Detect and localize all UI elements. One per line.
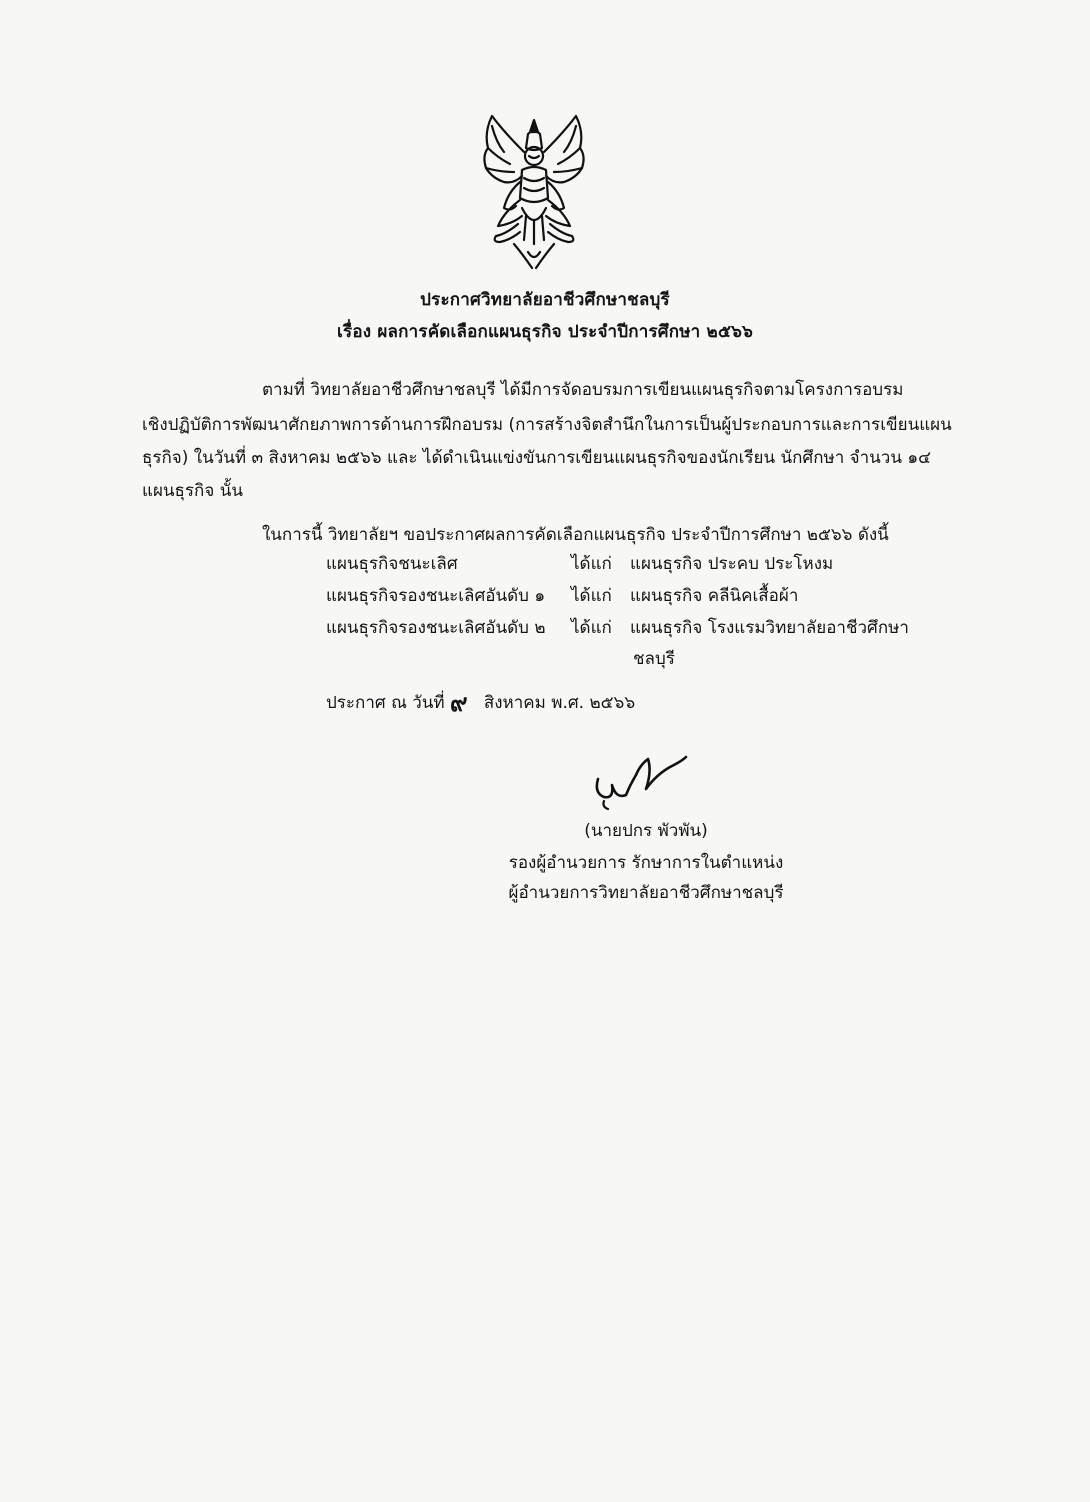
result-plan-continued: ชลบุรี (633, 649, 675, 669)
announce-suffix: สิงหาคม พ.ศ. ๒๕๖๖ (483, 693, 636, 713)
garuda-emblem-icon (474, 112, 594, 272)
body-line-1: ตามที่ วิทยาลัยอาชีวศึกษาชลบุรี ได้มีการจัดอบรมการเขียนแผนธุรกิจตามโครงการอบรม (262, 380, 904, 400)
result-rank: แผนธุรกิจรองชนะเลิศอันดับ ๑ (326, 586, 546, 606)
body-line-4: แผนธุรกิจ นั้น (142, 481, 243, 501)
body-line-5: ในการนี้ วิทยาลัยฯ ขอประกาศผลการคัดเลือกแผนธุรกิจ ประจำปีการศึกษา ๒๕๖๖ ดังนี้ (262, 525, 889, 545)
result-plan: แผนธุรกิจ ประคบ ประโหงม (630, 554, 834, 574)
announcement-subject: เรื่อง ผลการคัดเลือกแผนธุรกิจ ประจำปีการศึกษา ๒๕๖๖ (336, 322, 753, 342)
announce-date (326, 688, 636, 717)
result-plan: แผนธุรกิจ คลีนิคเสื้อผ้า (630, 586, 799, 606)
handwritten-signature (590, 745, 690, 815)
result-rank: แผนธุรกิจรองชนะเลิศอันดับ ๒ (326, 618, 546, 638)
body-line-2: เชิงปฏิบัติการพัฒนาศักยภาพการด้านการฝึกอบรม (การสร้างจิตสำนึกในการเป็นผู้ประกอบการและการเขียนแผน (142, 415, 952, 435)
result-given: ได้แก่ (571, 586, 612, 606)
signatory-position-1: รองผู้อำนวยการ รักษาการในตำแหน่ง (508, 853, 784, 873)
signatory-position-2: ผู้อำนวยการวิทยาลัยอาชีวศึกษาชลบุรี (508, 883, 784, 903)
result-given: ได้แก่ (571, 618, 612, 638)
result-rank: แผนธุรกิจชนะเลิศ (326, 554, 458, 574)
announcement-title: ประกาศวิทยาลัยอาชีวศึกษาชลบุรี (420, 290, 670, 310)
signatory-name: (นายปกร พัวพัน) (584, 821, 708, 841)
result-plan: แผนธุรกิจ โรงแรมวิทยาลัยอาชีวศึกษา (630, 618, 909, 638)
body-line-3: ธุรกิจ) ในวันที่ ๓ สิงหาคม ๒๕๖๖ และ ได้ดำเนินแข่งขันการเขียนแผนธุรกิจของนักเรียน นักศึกษา จำนวน ๑๔ (142, 448, 932, 468)
announce-prefix: ประกาศ ณ วันที่ (326, 693, 445, 713)
result-given: ได้แก่ (571, 554, 612, 574)
announce-day: ๙ (450, 688, 468, 717)
